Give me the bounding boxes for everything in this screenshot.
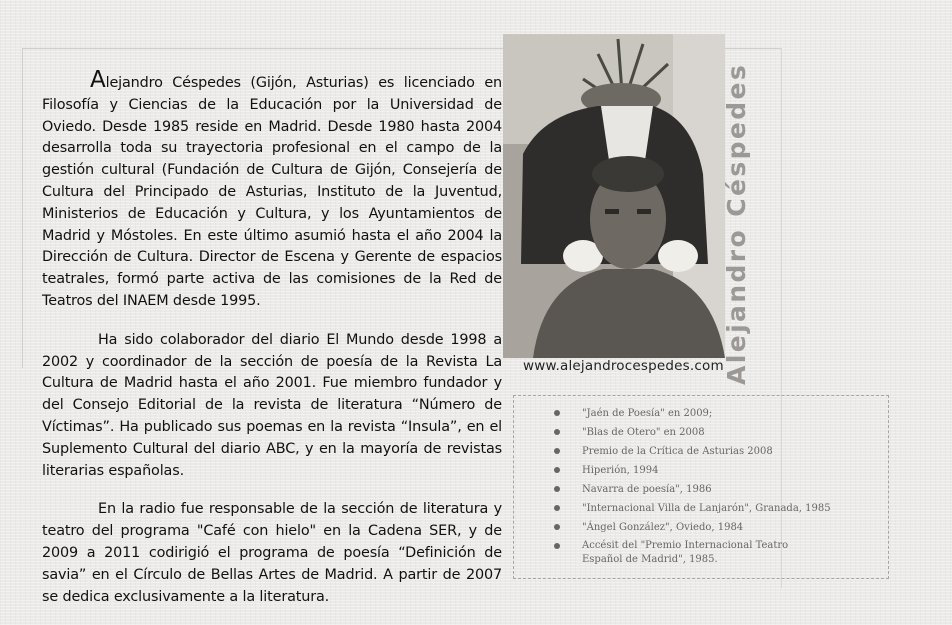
vertical-author-name: Alejandro Céspedes (722, 62, 751, 385)
award-item: "Jaén de Poesía" en 2009; (514, 404, 888, 423)
bio-paragraph-1: Alejandro Céspedes (Gijón, Asturias) es licenciado en Filosofía y Ciencias de la Educación por la Universidad de Oviedo. Desde 1985 reside en Madrid. Desde 1980 hasta 2004 desarrolla toda su trayectoria profesional en el campo de la gestión cultural (Fundación de Cultura de Gijón, Consejería de Cultura del Principado de Asturias, Instituto de la Juventud, Ministerios de Educación y Cultura, y los Ayuntamientos de Madrid y Móstoles. En este último asumió hasta el año 2004 la Dirección de Cultura. Director de Escena y Gerente de espacios teatrales, formó parte activa de las comisiones de la Red de Teatros del INAEM desde 1995. (42, 67, 502, 309)
biography (42, 67, 502, 625)
award-item: Premio de la Crítica de Asturias 2008 (514, 442, 888, 461)
bullet-icon (554, 486, 560, 492)
bullet-icon (554, 505, 560, 511)
bullet-icon (554, 429, 560, 435)
award-item: "Ángel González", Oviedo, 1984 (514, 518, 888, 537)
frame-left-line (22, 48, 23, 368)
bullet-icon (554, 448, 560, 454)
bullet-icon (554, 410, 560, 416)
author-photo (503, 34, 725, 358)
award-item: Accésit del "Premio Internacional Teatro Español de Madrid", 1985. (514, 537, 808, 567)
award-item: Navarra de poesía", 1986 (514, 480, 888, 499)
award-item: "Internacional Villa de Lanjarón", Granada, 1985 (514, 499, 888, 518)
award-item: "Blas de Otero" en 2008 (514, 423, 888, 442)
award-item: Hiperión, 1994 (514, 461, 888, 480)
bullet-icon (554, 524, 560, 530)
bullet-icon (554, 467, 560, 473)
author-photo-illustration (503, 34, 725, 358)
awards-list (514, 396, 888, 567)
awards-box (513, 395, 889, 579)
bio-paragraph-3: En la radio fue responsable de la sección de literatura y teatro del programa "Café con hielo" en la Cadena SER, y de 2009 a 2011 codirigió el programa de poesía “Definición de savia” en el Círculo de Bellas Artes de Madrid. A partir de 2007 se dedica exclusivamente a la literatura. (42, 501, 502, 605)
bio-paragraph-2: Ha sido colaborador del diario El Mundo desde 1998 a 2002 y coordinador de la sección de poesía de la Revista La Cultura de Madrid hasta el año 2001. Fue miembro fundador y del Consejo Editorial de la revista de literatura “Número de Víctimas”. Ha publicado sus poemas en la revista “Insula”, en el Suplemento Cultural del diario ABC, y en la mayoría de revistas literarias españolas. (42, 331, 502, 479)
website-link[interactable]: www.alejandrocespedes.com (523, 358, 724, 374)
bullet-icon (554, 543, 560, 549)
